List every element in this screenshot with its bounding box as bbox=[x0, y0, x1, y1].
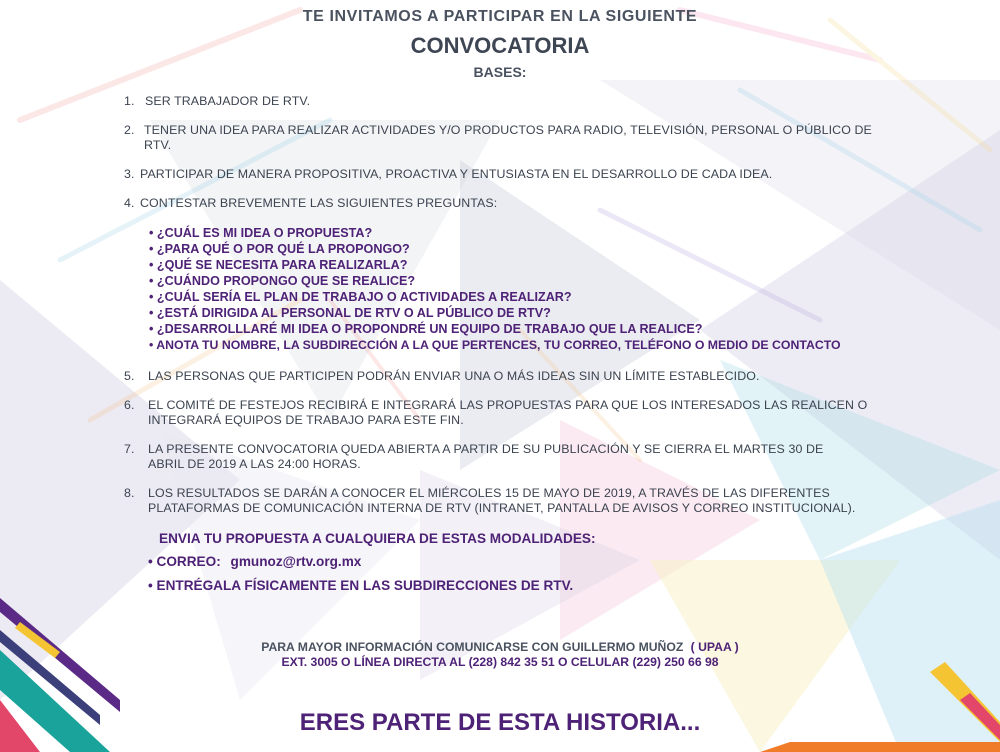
send-heading: ENVIA TU PROPUESTA A CUALQUIERA DE ESTAS MODALIDADES: bbox=[159, 531, 596, 546]
contact-text: PARA MAYOR INFORMACIÓN COMUNICARSE CON GUILLERMO MUÑOZ bbox=[261, 640, 684, 654]
contact-org: ( UPAA ) bbox=[690, 640, 739, 654]
slogan: ERES PARTE DE ESTA HISTORIA... bbox=[299, 709, 701, 736]
rule-number: 6. bbox=[124, 398, 135, 412]
invite-heading: TE INVITAMOS A PARTICIPAR EN LA SIGUIENTE bbox=[302, 8, 698, 25]
rule-number: 1. bbox=[124, 94, 135, 108]
rule-text: LAS PERSONAS QUE PARTICIPEN PODRÁN ENVIAR UNA O MÁS IDEAS SIN UN LÍMITE ESTABLECIDO. bbox=[148, 369, 760, 383]
question-item: • ¿ESTÁ DIRIGIDA AL PERSONAL DE RTV O AL PÚBLICO DE RTV? bbox=[149, 306, 551, 320]
question-item: • ¿PARA QUÉ O POR QUÉ LA PROPONGO? bbox=[149, 242, 410, 256]
rule-text: PARTICIPAR DE MANERA PROPOSITIVA, PROACTIVA Y ENTUSIASTA EN EL DESARROLLO DE CADA IDEA. bbox=[140, 167, 773, 181]
physical-delivery: • ENTRÉGALA FÍSICAMENTE EN LAS SUBDIRECCIONES DE RTV. bbox=[148, 578, 574, 593]
question-item: • ¿CUÁL SERÍA EL PLAN DE TRABAJO O ACTIVIDADES A REALIZAR? bbox=[149, 290, 572, 304]
contact-info-line1 bbox=[0, 640, 1000, 654]
contact-info-line2: EXT. 3005 O LÍNEA DIRECTA AL (228) 842 35 51 O CELULAR (229) 250 66 98 bbox=[281, 655, 719, 669]
email-label: • CORREO: bbox=[148, 554, 221, 569]
rule-text: LOS RESULTADOS SE DARÁN A CONOCER EL MIÉRCOLES 15 DE MAYO DE 2019, A TRAVÉS DE LAS DIFERENTES PLATAFORMAS DE COMUNICACIÓN INTERNA DE RTV (INTRANET, PANTALLA DE AVISOS Y CORREO INSTITUCIONAL). bbox=[148, 486, 856, 515]
page-title: CONVOCATORIA bbox=[410, 33, 590, 58]
rule-text: CONTESTAR BREVEMENTE LAS SIGUIENTES PREGUNTAS: bbox=[140, 196, 498, 210]
rule-text: SER TRABAJADOR DE RTV. bbox=[145, 94, 311, 108]
question-item: • ¿CUÁNDO PROPONGO QUE SE REALICE? bbox=[149, 274, 416, 288]
rule-number: 7. bbox=[124, 442, 135, 456]
rule-number: 8. bbox=[124, 486, 135, 500]
email-line bbox=[148, 554, 361, 569]
question-item: • ¿DESARROLLLARÉ MI IDEA O PROPONDRÉ UN EQUIPO DE TRABAJO QUE LA REALICE? bbox=[149, 322, 703, 336]
rule-text: EL COMITÉ DE FESTEJOS RECIBIRÁ E INTEGRARÁ LAS PROPUESTAS PARA QUE LOS INTERESADOS LAS REALICEN O INTEGRARÁ EQUIPOS DE TRABAJO PARA ESTE FIN. bbox=[148, 398, 868, 427]
question-item: • ¿CUÁL ES MI IDEA O PROPUESTA? bbox=[149, 226, 373, 240]
question-item: • ¿QUÉ SE NECESITA PARA REALIZARLA? bbox=[149, 258, 408, 272]
bases-heading: BASES: bbox=[473, 64, 527, 80]
rule-text: TENER UNA IDEA PARA REALIZAR ACTIVIDADES Y/O PRODUCTOS PARA RADIO, TELEVISIÓN, PERSONAL O PÚBLICO DE RTV. bbox=[144, 123, 872, 152]
rule-number: 5. bbox=[124, 369, 135, 383]
email-link[interactable]: gmunoz@rtv.org.mx bbox=[230, 554, 362, 569]
rule-text: LA PRESENTE CONVOCATORIA QUEDA ABIERTA A PARTIR DE SU PUBLICACIÓN Y SE CIERRA EL MARTES 30 DE ABRIL DE 2019 A LAS 24:00 HORAS. bbox=[148, 442, 824, 471]
rule-number: 4. bbox=[124, 196, 135, 210]
question-item: • ANOTA TU NOMBRE, LA SUBDIRECCIÓN A LA QUE PERTENCES, TU CORREO, TELÉFONO O MEDIO DE CONTACTO bbox=[149, 338, 841, 352]
rule-number: 3. bbox=[124, 167, 135, 181]
rule-number: 2. bbox=[124, 123, 135, 137]
